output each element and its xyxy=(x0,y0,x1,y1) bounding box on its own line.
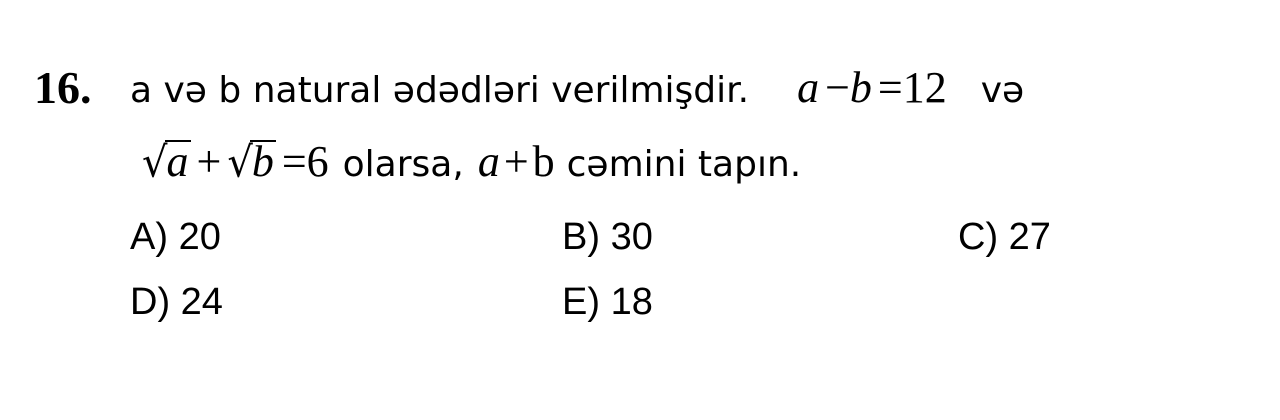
option-letter: E) xyxy=(562,281,600,323)
sqrt-b xyxy=(227,137,276,188)
option-letter: C) xyxy=(958,216,999,258)
radical-sign-icon: √ xyxy=(142,138,168,188)
sum-expression xyxy=(478,137,555,186)
var-b: b xyxy=(849,63,872,112)
sum-var-b: b xyxy=(532,137,555,186)
question-line-1 xyxy=(130,63,1024,116)
radicand-b: b xyxy=(251,137,274,186)
equals-sign: = xyxy=(281,137,307,186)
question-number: 16. xyxy=(34,62,92,113)
plus-sign: + xyxy=(196,137,222,186)
option-value: 27 xyxy=(1008,216,1051,258)
equation-sqrt-sum xyxy=(140,137,329,186)
olarsa-text: olarsa, xyxy=(342,144,464,185)
sqrt-sum-value: 6 xyxy=(306,137,329,186)
question-text-intro: a və b natural ədədləri verilmişdir. xyxy=(130,70,750,111)
option-letter: B) xyxy=(562,216,600,258)
option-value: 20 xyxy=(178,216,221,258)
sum-plus-sign: + xyxy=(503,137,529,186)
difference-value: 12 xyxy=(902,63,947,112)
equals-sign: = xyxy=(877,63,903,112)
equation-difference xyxy=(797,63,947,112)
sum-var-a: a xyxy=(477,137,500,186)
answer-option-a[interactable] xyxy=(130,215,221,259)
question-text-end: cəmini tapın. xyxy=(566,144,802,185)
sqrt-a xyxy=(142,137,191,188)
option-letter: D) xyxy=(130,281,171,323)
question-line-2 xyxy=(140,137,801,190)
var-a: a xyxy=(797,63,820,112)
radicand-a: a xyxy=(166,137,189,186)
option-value: 24 xyxy=(180,281,223,323)
answer-option-b[interactable] xyxy=(562,215,653,259)
radical-sign-icon: √ xyxy=(227,138,253,188)
answer-option-e[interactable] xyxy=(562,280,653,324)
minus-sign: − xyxy=(825,63,850,112)
option-value: 18 xyxy=(610,281,653,323)
option-value: 30 xyxy=(610,216,653,258)
option-letter: A) xyxy=(130,216,168,258)
answer-option-c[interactable] xyxy=(958,215,1051,259)
conjunction-text: və xyxy=(980,70,1025,111)
answer-option-d[interactable] xyxy=(130,280,223,324)
